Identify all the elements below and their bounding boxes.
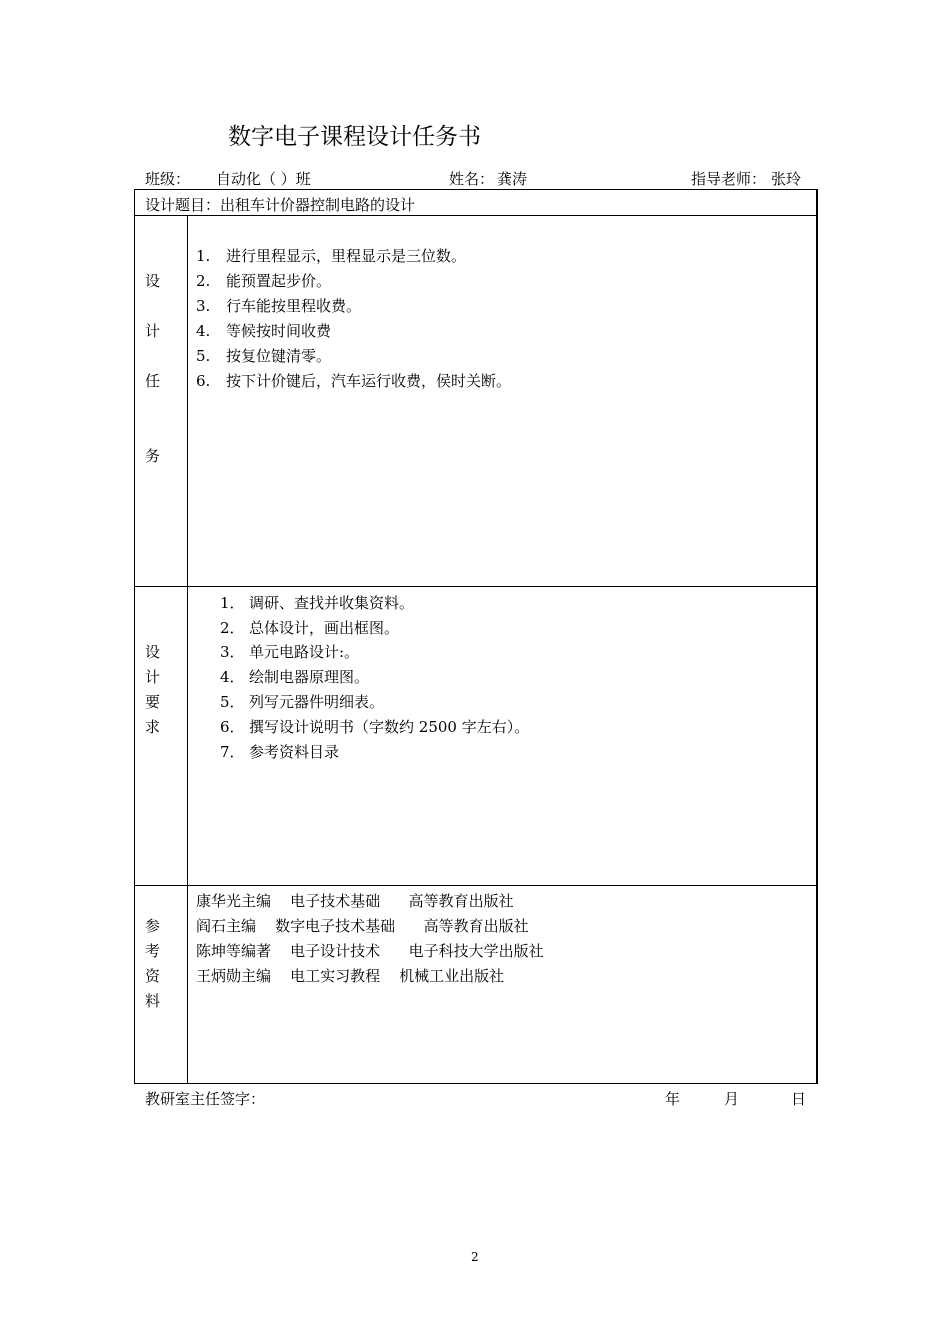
- date-day-label: 日: [791, 1090, 807, 1108]
- list-item: [196, 270, 331, 291]
- references-label-char: 参: [145, 917, 161, 935]
- tasks-label-char: 务: [145, 447, 161, 465]
- requirements-label-char: 计: [145, 668, 161, 686]
- list-item: [220, 716, 529, 737]
- advisor-label: 指导老师：: [691, 170, 767, 188]
- reference-entry: 陈坤等编著 电子设计技术 电子科技大学出版社: [196, 942, 544, 960]
- design-topic: 设计题目：出租车计价器控制电路的设计: [145, 196, 416, 214]
- requirements-label-char: 要: [145, 693, 161, 711]
- reference-entry: 康华光主编 电子技术基础 高等教育出版社: [196, 892, 514, 910]
- list-item-text: 等候按时间收费: [226, 322, 332, 340]
- list-item-number: 2．: [220, 619, 245, 637]
- document-title: 数字电子课程设计任务书: [228, 124, 481, 150]
- list-item-number: 3．: [220, 643, 245, 661]
- tasks-label-char: 任: [145, 372, 161, 390]
- list-item: [196, 345, 331, 366]
- list-item-number: 1．: [220, 594, 245, 612]
- list-item-text: 撰写设计说明书（字数约 2500 字左右）。: [249, 718, 530, 736]
- table-tasks-divider: [134, 586, 818, 587]
- list-item: [220, 691, 384, 712]
- class-value: 自动化（ ）班: [216, 170, 311, 188]
- reference-entry: 王炳勋主编 电工实习教程 机械工业出版社: [196, 967, 505, 985]
- list-item-number: 5.: [196, 347, 211, 365]
- list-item-text: 能预置起步价。: [226, 272, 332, 290]
- list-item: [196, 295, 361, 316]
- list-item-text: 列写元器件明细表。: [249, 693, 385, 711]
- list-item: [196, 370, 511, 391]
- page-number: 2: [471, 1250, 479, 1264]
- table-requirements-divider: [134, 885, 818, 886]
- advisor-value: 张玲: [771, 170, 802, 188]
- list-item-number: 5．: [220, 693, 245, 711]
- signature-label: 教研室主任签字：: [145, 1090, 266, 1108]
- list-item-text: 调研、查找并收集资料。: [249, 594, 415, 612]
- references-label-char: 料: [145, 992, 161, 1010]
- date-year-label: 年: [665, 1090, 681, 1108]
- table-bottom-border: [134, 1083, 818, 1084]
- list-item-number: 7．: [220, 743, 245, 761]
- list-item: [220, 741, 339, 762]
- list-item: [196, 320, 331, 341]
- list-item: [220, 666, 369, 687]
- name-value: 龚涛: [497, 170, 528, 188]
- table-label-column-divider: [187, 215, 188, 1083]
- list-item-text: 按复位键清零。: [226, 347, 332, 365]
- tasks-label-char: 计: [145, 322, 161, 340]
- table-left-border: [134, 189, 135, 1084]
- requirements-label-char: 求: [145, 718, 161, 736]
- references-label-char: 资: [145, 967, 161, 985]
- references-label-char: 考: [145, 942, 161, 960]
- list-item: [220, 641, 359, 662]
- reference-entry: 阎石主编 数字电子技术基础 高等教育出版社: [196, 917, 529, 935]
- list-item-number: 6．: [220, 718, 245, 736]
- date-month-label: 月: [724, 1090, 740, 1108]
- table-top-border: [134, 189, 818, 190]
- list-item: [196, 245, 466, 266]
- list-item-text: 绘制电器原理图。: [249, 668, 370, 686]
- name-label: 姓名：: [449, 170, 495, 188]
- list-item-number: 3.: [196, 297, 211, 315]
- table-right-border: [816, 189, 818, 1084]
- list-item-number: 6.: [196, 372, 211, 390]
- class-label: 班级：: [145, 170, 191, 188]
- list-item-number: 2.: [196, 272, 211, 290]
- list-item-text: 单元电路设计:。: [249, 643, 360, 661]
- list-item-text: 按下计价键后，汽车运行收费，侯时关断。: [226, 372, 512, 390]
- tasks-label-char: 设: [145, 272, 161, 290]
- list-item-text: 行车能按里程收费。: [226, 297, 362, 315]
- table-topic-divider: [134, 215, 818, 216]
- list-item-number: 4．: [220, 668, 245, 686]
- list-item-text: 总体设计，画出框图。: [249, 619, 400, 637]
- list-item-number: 1.: [196, 247, 211, 265]
- list-item-number: 4.: [196, 322, 211, 340]
- list-item: [220, 617, 399, 638]
- list-item: [220, 592, 414, 613]
- list-item-text: 参考资料目录: [249, 743, 340, 761]
- list-item-text: 进行里程显示，里程显示是三位数。: [226, 247, 467, 265]
- requirements-label-char: 设: [145, 643, 161, 661]
